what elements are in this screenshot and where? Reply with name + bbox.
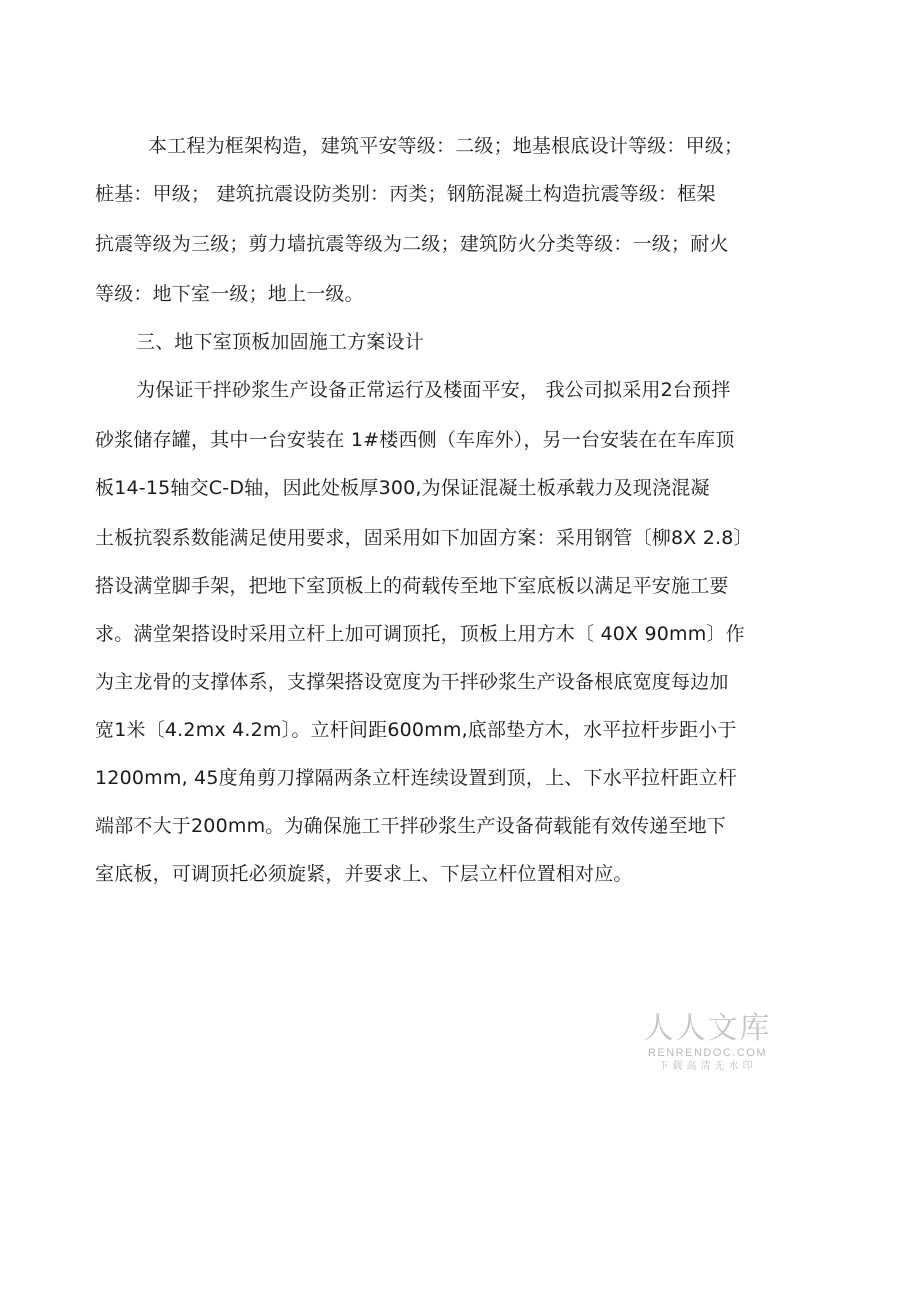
paragraph-2-line-9: 1200mm, 45度角剪刀撑隔两条立杆连续设置到顶，上、下水平拉杆距立杆 bbox=[95, 767, 738, 789]
watermark-tagline: 下载高清无水印 bbox=[658, 1061, 757, 1072]
paragraph-2-line-6: 求。满堂架搭设时采用立杆上加可调顶托，顶板上用方木〔 40X 90mm〕作 bbox=[95, 623, 745, 645]
paragraph-2-line-3: 板14-15轴交C-D轴，因此处板厚300,为保证混凝土板承载力及现浇混凝 bbox=[95, 477, 710, 499]
watermark-brand-en: RENRENDOC.COM bbox=[647, 1047, 768, 1059]
paragraph-2-line-5: 搭设满堂脚手架，把地下室顶板上的荷载传至地下室底板以满足平安施工要 bbox=[95, 575, 729, 597]
paragraph-1-line-3: 抗震等级为三级；剪力墙抗震等级为二级；建筑防火分类等级：一级；耐火 bbox=[95, 233, 729, 255]
paragraph-2-line-4: 土板抗裂系数能满足使用要求，固采用如下加固方案：采用钢管〔柳8X 2.8〕 bbox=[95, 527, 753, 549]
paragraph-2-line-11: 室底板，可调顶托必须旋紧，并要求上、下层立杆位置相对应。 bbox=[95, 863, 633, 885]
paragraph-2-line-7: 为主龙骨的支撑体系，支撑架搭设宽度为干拌砂浆生产设备根底宽度每边加 bbox=[95, 671, 729, 693]
paragraph-1-line-2: 桩基：甲级； 建筑抗震设防类别：丙类；钢筋混凝土构造抗震等级：框架 bbox=[95, 183, 716, 205]
section-heading: 三、地下室顶板加固施工方案设计 bbox=[136, 331, 425, 353]
paragraph-2-line-2: 砂浆储存罐，其中一台安装在 1#楼西侧（车库外），另一台安装在在车库顶 bbox=[95, 429, 735, 451]
watermark-brand-cn: 人人文库 bbox=[643, 1011, 772, 1046]
paragraph-1-line-4: 等级：地下室一级；地上一级。 bbox=[95, 283, 364, 305]
paragraph-2-line-10: 端部不大于200mm。为确保施工干拌砂浆生产设备荷载能有效传递至地下 bbox=[95, 815, 727, 837]
paragraph-2-line-8: 宽1米〔4.2mx 4.2m〕。立杆间距600mm,底部垫方木，水平拉杆步距小于 bbox=[95, 719, 737, 741]
paragraph-2-line-1: 为保证干拌砂浆生产设备正常运行及楼面平安， 我公司拟采用2台预拌 bbox=[136, 379, 731, 401]
paragraph-1-line-1: 本工程为框架构造，建筑平安等级：二级；地基根底设计等级：甲级； bbox=[148, 135, 744, 157]
watermark-logo bbox=[640, 1012, 775, 1074]
